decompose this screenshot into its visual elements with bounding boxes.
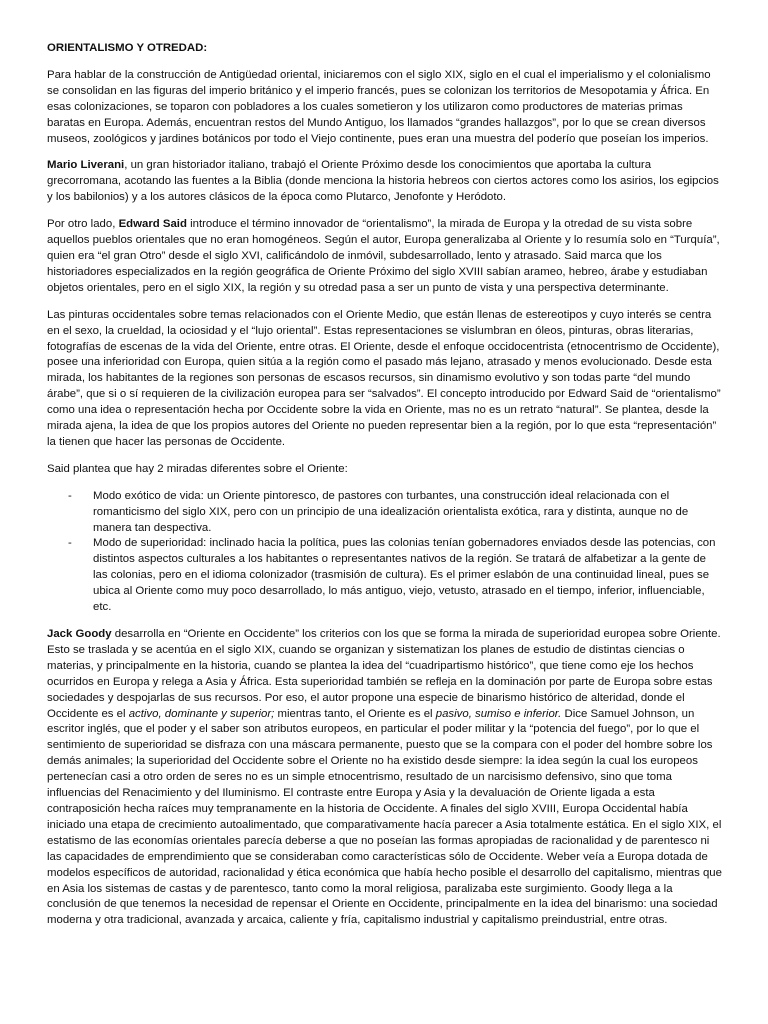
paragraph-said-text: introduce el término innovador de “orientalismo”, la mirada de Europa y la otredad de su vista sobre aquellos pueblos orientales que no eran homogéneos. Según el autor, Europa generalizaba al Oriente y lo resumía solo en “Turquía”, quien era “el gran Otro” desde el siglo XVI, calificándolo de inmóvil, subdesarrollado, lento y atrasado. Said marca que los historiadores especializados en la región geográfica de Oriente Próximo del siglo XVIII sabían arameo, hebreo, árabe y estudiaban objetos orientales, pero en el siglo XIX, la región y su otredad pasa a ser un punto de vista y una perspectiva determinante. [47,218,720,294]
paragraph-liverani [47,158,723,206]
dash-marker: - [68,489,72,502]
document-title: ORIENTALISMO Y OTREDAD: [47,42,208,54]
list-item-text: Modo de superioridad: inclinado hacia la política, pues las colonias tenían gobernadores enviados desde las potencias, con distintos aspectos culturales a los habitantes o representantes nativos de la región. Se tratará de alfabetizar a la gente de las colonias, pero en el idioma colonizador (trasmisión de cultura). Es el primer eslabón de una continuidad lineal, pues se ubica al Oriente como muy poco desarrollado, lo más antiguo, viejo, vetusto, atrasado en el tiempo, inferior, influenciable, etc. [93,537,716,614]
paragraph-two-views: Said plantea que hay 2 miradas diferentes sobre el Oriente: [47,462,348,475]
paragraph-paintings: Las pinturas occidentales sobre temas relacionados con el Oriente Medio, que están llenas de estereotipos y cuyo interés se centra en el sexo, la crueldad, la ociosidad y el “lujo oriental”. Estas representaciones se vislumbran en óleos, pinturas, obras literarias, fotografías de escenas de la vida del Oriente, entre otras. El Oriente, desde el enfoque occidocentrista (etnocentrismo de Occidente), posee una inferioridad con Europa, quien sitúa a la región como el pasado más lejano, atrasado y menos evolucionado. Desde esta mirada, los habitantes de la regiones son personas de escasos recursos, sin dinamismo evolutivo y son todas parte “del mundo árabe”, que si o sí requieren de la civilización europea para ser “salvados”. El concepto introducido por Edward Said de “orientalismo” como una idea o representación hecha por Occidente sobre la vida en Oriente, mas no es un retrato “natural”. Se plantea, desde la mirada ajena, la idea de que los propios autores del Oriente no pueden representar bien a la región, por lo que esta “representación” la tienen que hacer las personas de Occidente. [47,308,721,448]
paragraph-goody-text-c: Dice Samuel Johnson, un escritor inglés, que el poder y el saber son atributos europeos, en particular el poder militar y la “potencia del fuego”, por lo que el sentimiento de superioridad se disfraza con una máscara permanente, puesto que se la compara con el poder del hombre sobre los demás animales; la superioridad del Occidente sobre el Oriente no ha existido desde siempre: la idea según la cual los europeos pertenecían casi a otro orden de seres no es un simple etnocentrismo, resultado de un narcisismo defensivo, sino que toma influencias del Renacimiento y del Iluminismo. El contraste entre Europa y Asia y la devaluación de Oriente ligada a esta contraposición hecha raíces muy tempranamente en la historia de Occidente. A finales del siglo XVIII, Europa Occidental había iniciado una etapa de crecimiento autoalimentado, que comparativamente hacía parecer a Asia totalmente estática. En el siglo XIX, el estatismo de las economías orientales parecía deberse a que no poseían las formas apropiadas de racionalidad y de parentesco ni las capacidades de emprendimiento que se consideraban como características sólo de Occidente. Weber veía a Europa dotada de modelos específicos de autoridad, racionalidad y ética económica que había hecho posible el desarrollo del capitalismo, mientras que en Asia los sistemas de castas y de parentesco, tanto como la moral religiosa, paralizaba este surgimiento. Goody llega a la conclusión de que tenemos la necesidad de repensar el Oriente en Occidente, principalmente en la idea del binarismo: una sociedad moderna y otra tradicional, avanzada y arcaica, caliente y fría, capitalismo industrial y capitalismo preindustrial, entre otras. [47,707,722,927]
document-page [47,41,723,940]
list-item-exotic [47,489,723,537]
author-name-goody: Jack Goody [47,628,112,640]
emphasis-west: activo, dominante y superior; [128,707,275,720]
paragraph-said [47,217,723,297]
author-name-said: Edward Said [118,218,187,231]
paragraph-goody [47,627,723,929]
paragraph-said-lead: Por otro lado, [47,218,119,231]
paragraph-liverani-text: , un gran historiador italiano, trabajó el Oriente Próximo desde los conocimientos que aportaba la cultura grecorromana, acotando las fuentes a la Biblia (donde menciona la historia hebreos con ciertos actores como los asirios, los egipcios y los babilonios) y a los autores clásicos de la época como Plutarco, Jenofonte y Heródoto. [47,159,719,204]
author-name-liverani: Mario Liverani [47,159,125,172]
list-item-text: Modo exótico de vida: un Oriente pintoresco, de pastores con turbantes, una construcción ideal relacionada con el romanticismo del siglo XIX, pero con un principio de una idealización orientalista exótica, rara y distinta, aunque no de manera tan despectiva. [93,489,689,534]
paragraph-goody-text-b: mientras tanto, el Oriente es el [274,707,436,720]
emphasis-east: pasivo, sumiso e inferior. [435,707,562,720]
paragraph-goody-text-a: desarrolla en “Oriente en Occidente” los criterios con los que se forma la mirada de superioridad europea sobre Oriente. Esto se traslada y se acentúa en el siglo XIX, cuando se organizan y sistematizan los planes de estudio de distintas ciencias o materias, y principalmente en la historia, cuando se plantea la idea del “cuadripartismo histórico”, que tiene como eje los hechos ocurridos en Europa y relega a Asia y África. Esta superioridad también se refleja en la dominación por parte de Europa sobre estas sociedades y despojarlas de sus recursos. Por eso, el autor propone una especie de binarismo histórico de alteridad, donde el Occidente es el [47,628,721,720]
paragraph-intro: Para hablar de la construcción de Antigüedad oriental, iniciaremos con el siglo XIX, siglo en el cual el imperialismo y el colonialismo se consolidan en las figuras del imperio británico y el imperio francés, pues se colonizan los territorios de Mesopotamia y África. En esas colonizaciones, se toparon con pobladores a los cuales sometieron y los utilizaron como productores de materias primas baratas en Europa. Además, encuentran restos del Mundo Antiguo, los llamados “grandes hallazgos”, por lo que se crean diversos museos, zoológicos y jardines botánicos por todo el Viejo continente, pues eran una muestra del poderío que poseían los imperios. [47,68,711,145]
list-item-superiority [47,536,723,616]
dash-marker: - [68,537,72,550]
views-list [47,489,723,616]
